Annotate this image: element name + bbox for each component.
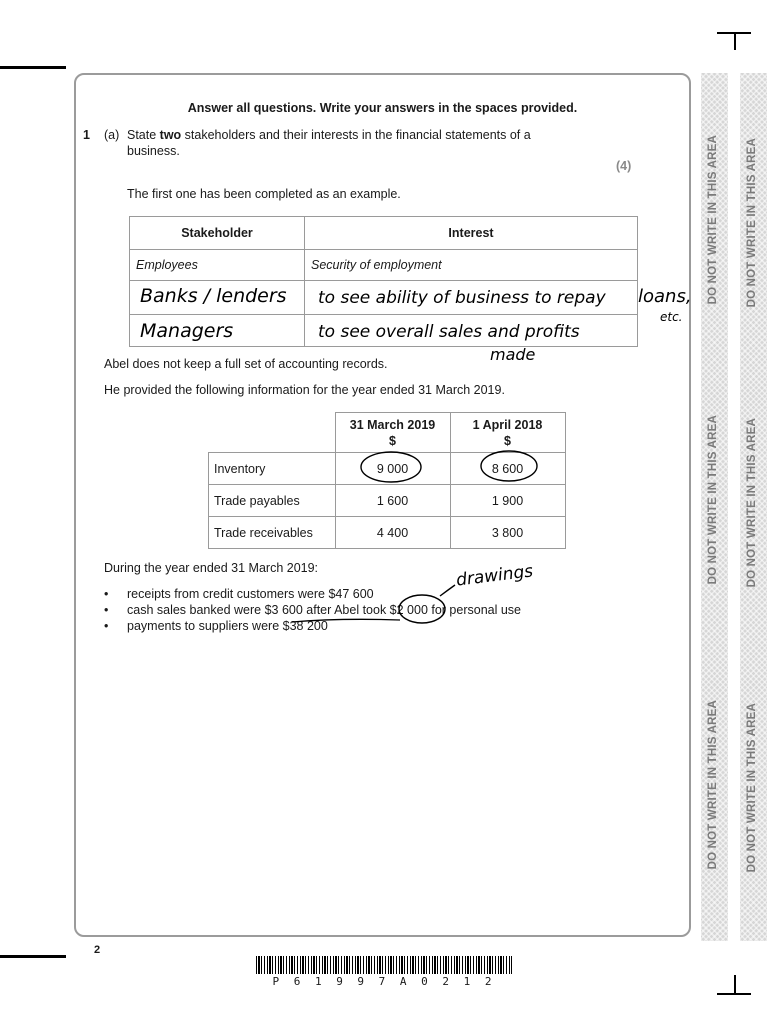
bullet-3: payments to suppliers were $38 200 xyxy=(127,619,328,633)
stem-text-2: stakeholders and their interests in the financial statements of a xyxy=(181,128,531,142)
col2-head xyxy=(450,413,565,453)
bullet-dot-2: • xyxy=(104,603,109,617)
crop-mark-top-v xyxy=(734,32,736,50)
body-line-1: Abel does not keep a full set of accounting records. xyxy=(104,357,388,371)
instruction-heading: Answer all questions. Write your answers in the spaces provided. xyxy=(187,101,578,115)
example-stakeholder: Employees xyxy=(130,250,305,281)
figures-table xyxy=(208,412,566,549)
question-stem xyxy=(127,128,587,142)
col2-currency: $ xyxy=(504,433,511,448)
handwritten-overflow-1b: etc. xyxy=(660,310,683,324)
row-label-receivables: Trade receivables xyxy=(209,517,336,549)
handwritten-stakeholder-2: Managers xyxy=(140,320,234,342)
margin-warning-outer-3: DO NOT WRITE IN THIS AREA xyxy=(746,703,758,873)
stakeholder-header: Stakeholder xyxy=(130,217,305,250)
handwritten-overflow-1a: loans, xyxy=(638,286,692,307)
crop-mark-bottom-h xyxy=(717,993,751,995)
barcode-text: P 6 1 9 9 7 A 0 2 1 2 xyxy=(272,975,496,988)
col2-date: 1 April 2018 xyxy=(472,417,543,432)
stem-text-1: State xyxy=(127,128,160,142)
barcode xyxy=(256,956,512,974)
handwritten-drawings: drawings xyxy=(455,561,535,591)
row-label-inventory: Inventory xyxy=(209,453,336,485)
margin-warning-outer-1: DO NOT WRITE IN THIS AREA xyxy=(746,138,758,308)
crop-mark-bottom-v xyxy=(734,975,736,993)
bullet-2: cash sales banked were $3 600 after Abel took $2 000 for personal use xyxy=(127,603,522,617)
handwritten-overflow-2: made xyxy=(490,345,536,364)
page-number: 2 xyxy=(94,944,101,956)
example-note: The first one has been completed as an example. xyxy=(127,187,401,201)
payables-2019: 1 600 xyxy=(335,485,450,517)
handwritten-interest-1: to see ability of business to repay xyxy=(318,288,606,308)
row-label-payables: Trade payables xyxy=(209,485,336,517)
question-number: 1 xyxy=(83,128,90,142)
body-line-2: He provided the following information for the year ended 31 March 2019. xyxy=(104,383,505,397)
col1-head xyxy=(335,413,450,453)
margin-warning-outer-2: DO NOT WRITE IN THIS AREA xyxy=(746,418,758,588)
question-part: (a) xyxy=(104,128,120,142)
bullet-1: receipts from credit customers were $47 600 xyxy=(127,587,374,601)
stem-bold: two xyxy=(159,128,182,142)
col1-date: 31 March 2019 xyxy=(349,417,436,432)
during-heading: During the year ended 31 March 2019: xyxy=(104,561,319,575)
question-stem-line2: business. xyxy=(127,144,180,158)
inventory-2018: 8 600 xyxy=(450,453,565,485)
inventory-2019: 9 000 xyxy=(335,453,450,485)
payables-2018: 1 900 xyxy=(450,485,565,517)
bullet-dot-3: • xyxy=(104,619,109,633)
handwritten-stakeholder-1: Banks / lenders xyxy=(140,285,287,307)
bullet-dot-1: • xyxy=(104,587,109,601)
receivables-2018: 3 800 xyxy=(450,517,565,549)
col1-currency: $ xyxy=(389,433,396,448)
figures-corner xyxy=(209,413,336,453)
handwritten-interest-2: to see overall sales and profits xyxy=(318,322,580,342)
receivables-2019: 4 400 xyxy=(335,517,450,549)
marks-allocation: (4) xyxy=(616,159,632,173)
margin-warning-inner-1: DO NOT WRITE IN THIS AREA xyxy=(707,135,719,305)
margin-warning-inner-3: DO NOT WRITE IN THIS AREA xyxy=(707,700,719,870)
example-interest: Security of employment xyxy=(305,250,638,281)
margin-warning-inner-2: DO NOT WRITE IN THIS AREA xyxy=(707,415,719,585)
left-margin-bar-bottom xyxy=(0,955,66,958)
left-margin-bar-top xyxy=(0,66,66,69)
interest-header: Interest xyxy=(305,217,638,250)
